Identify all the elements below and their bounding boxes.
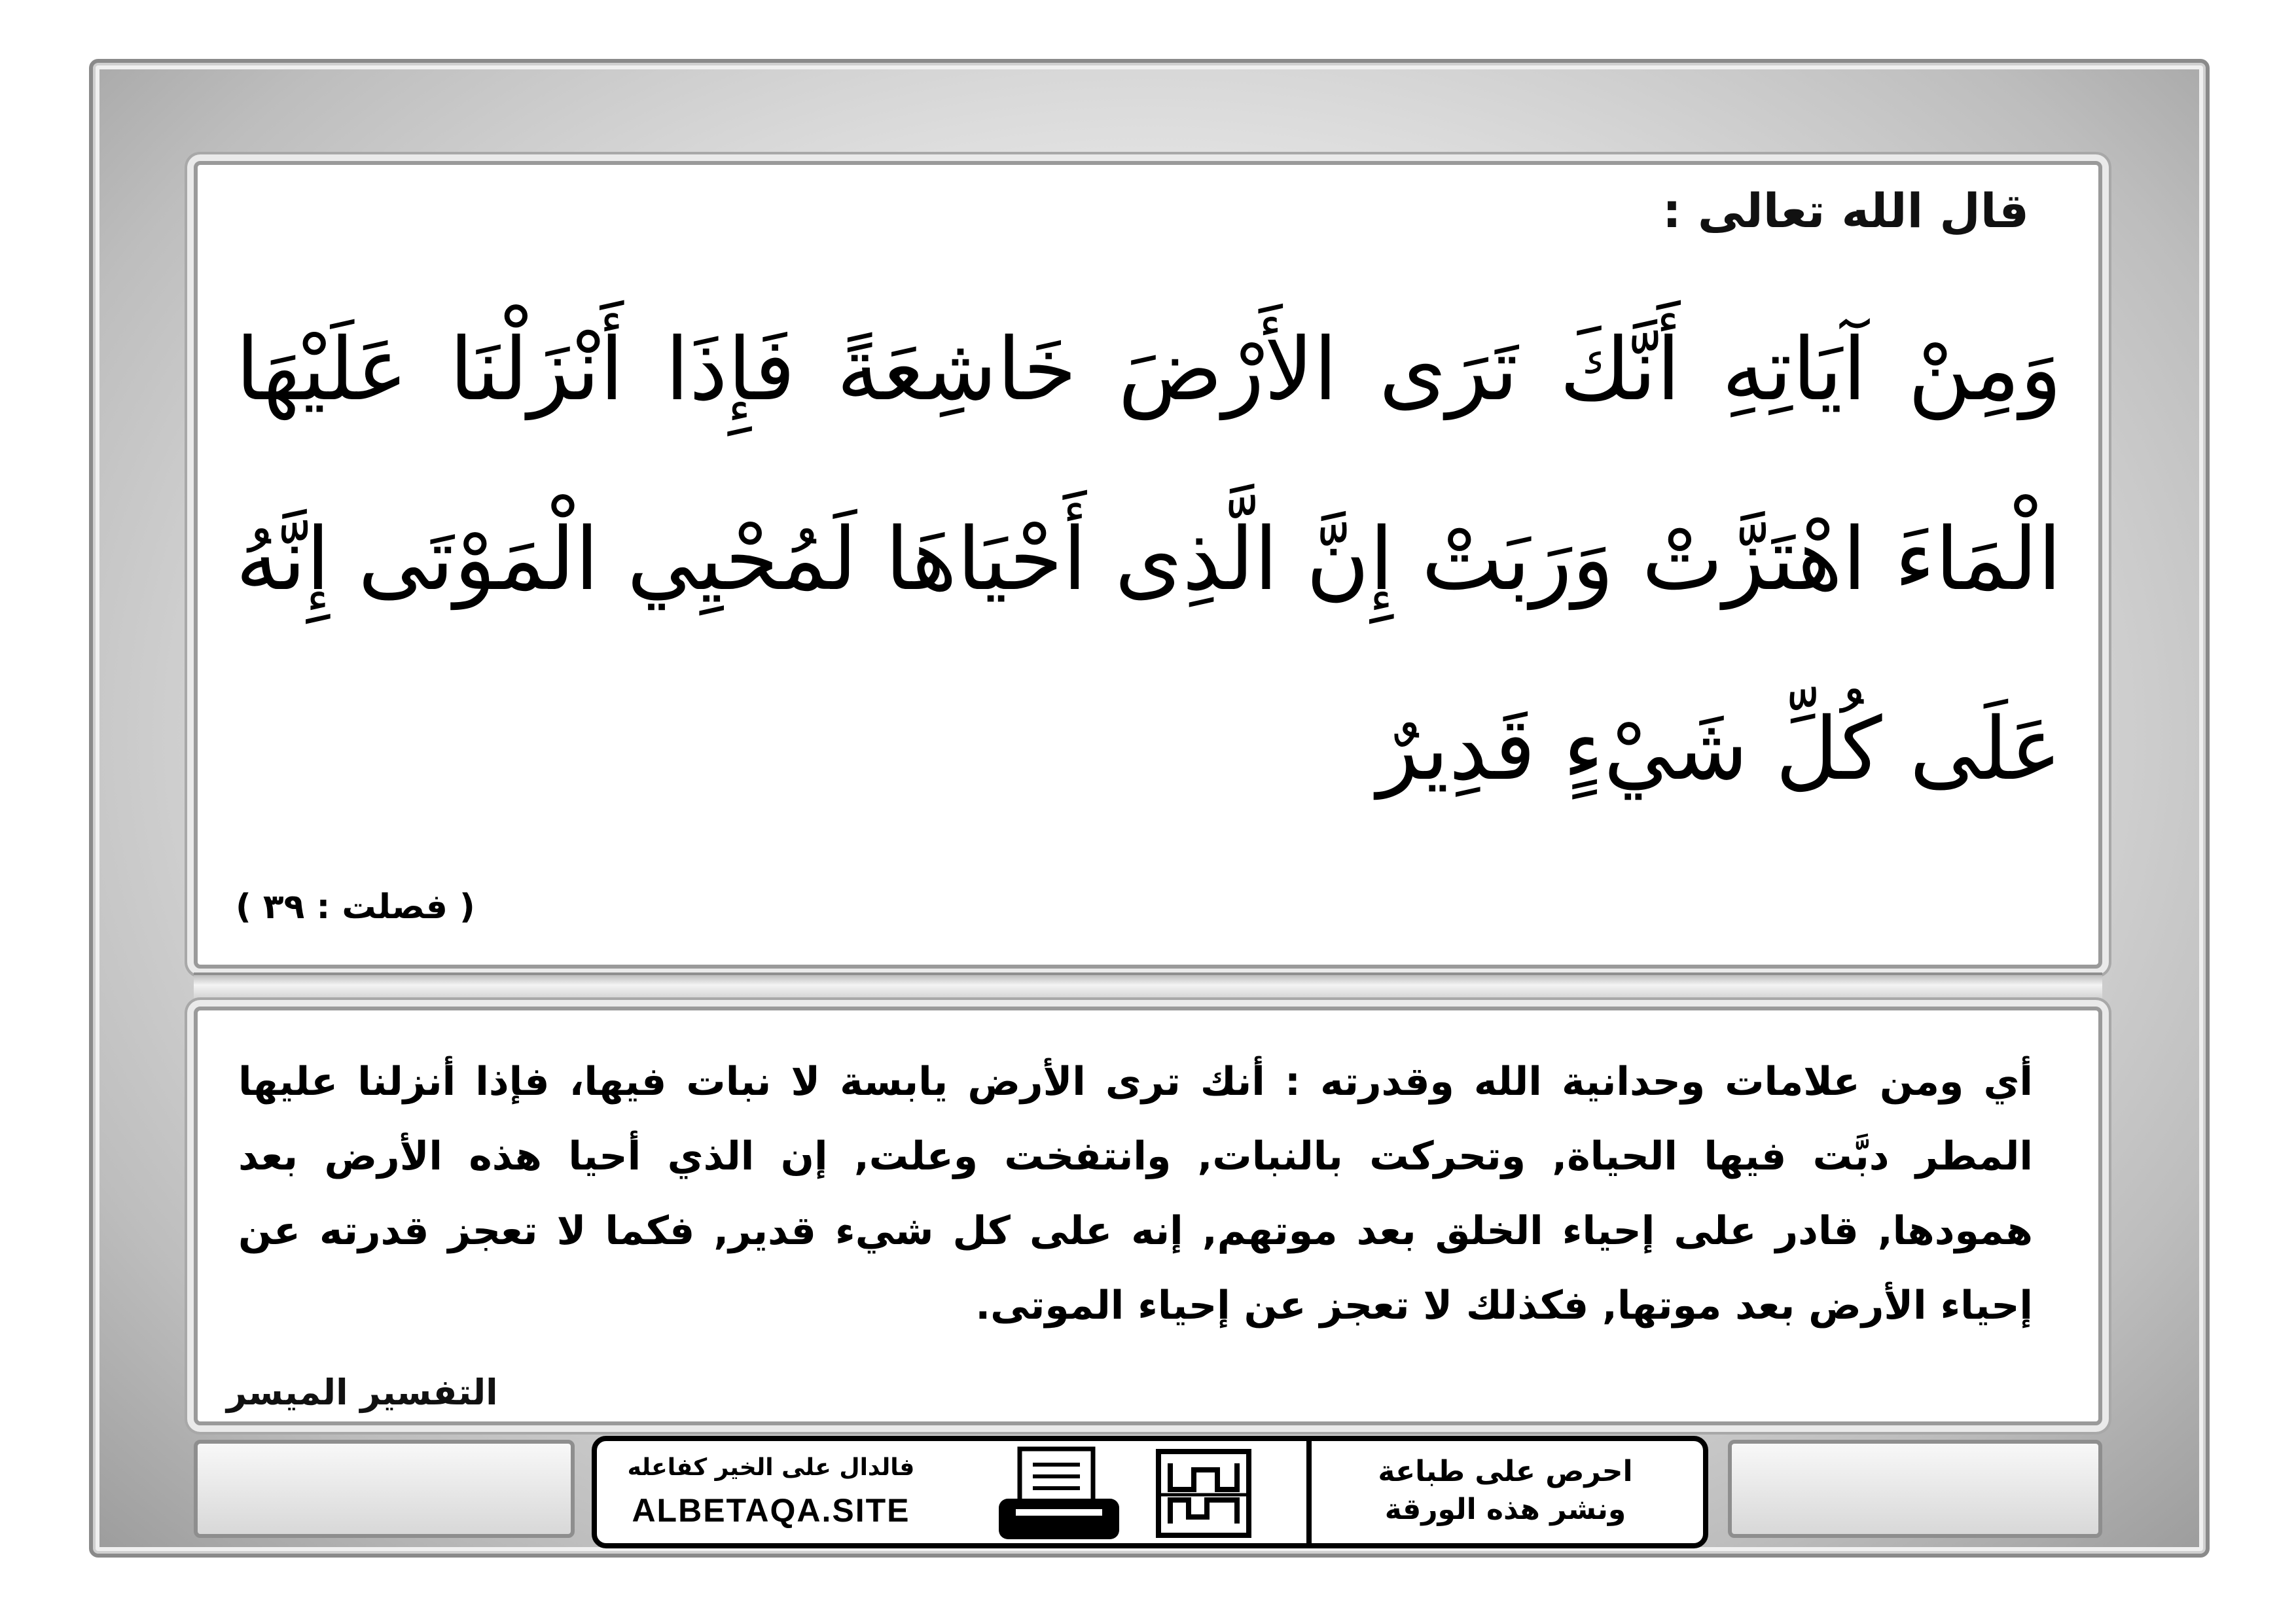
call-line-2: ونشر هذه الورقة [1384,1493,1626,1526]
verse-reference: ( فصلت : ٣٩ ) [236,887,475,927]
panel-divider [194,972,2102,1003]
printer-icon [994,1446,1124,1543]
site-slogan: فالدال على الخير كفاعله [627,1454,915,1481]
site-url[interactable]: ALBETAQA.SITE [632,1492,910,1529]
tafsir-source: التفسير الميسر [226,1372,498,1413]
site-block [606,1445,936,1539]
quran-verse: وَمِنْ آيَاتِهِ أَنَّكَ تَرَى الأَرْضَ خَاشِعَةً فَإِذَا أَنْزَلْنَا عَلَيْهَا الْمَاءَ اهْتَزَّتْ وَرَبَتْ إِنَّ الَّذِى أَحْيَاهَا لَمُحْيِي الْمَوْتَى إِنَّهُ عَلَى كُلِّ شَيْءٍ قَدِيرٌ [236,319,2062,800]
tafsir-text: أي ومن علامات وحدانية الله وقدرته : أنك ترى الأرض يابسة لا نبات فيها، فإذا أنزلنا عليها المطر دبَّت فيها الحياة, وتحركت بالنبات, وانتفخت وعلت, إن الذي أحيا هذه الأرض بعد همودها, قادر على إحياء الخلق بعد موتهم, إنه على كل شيء قدير, فكما لا تعجز قدرته عن إحياء الأرض بعد موتها, فكذلك لا تعجز عن إحياء الموتى. [238,1059,2033,1329]
print-call-block [1306,1441,1699,1543]
footer-side-box-left [194,1440,575,1538]
call-line-1: احرص على طباعة [1378,1455,1633,1488]
verse-intro: قال الله تعالى : [1662,183,2029,238]
footer-side-box-right [1728,1440,2102,1538]
footer-banner [592,1436,1708,1548]
albetaqa-logo [1155,1448,1253,1539]
